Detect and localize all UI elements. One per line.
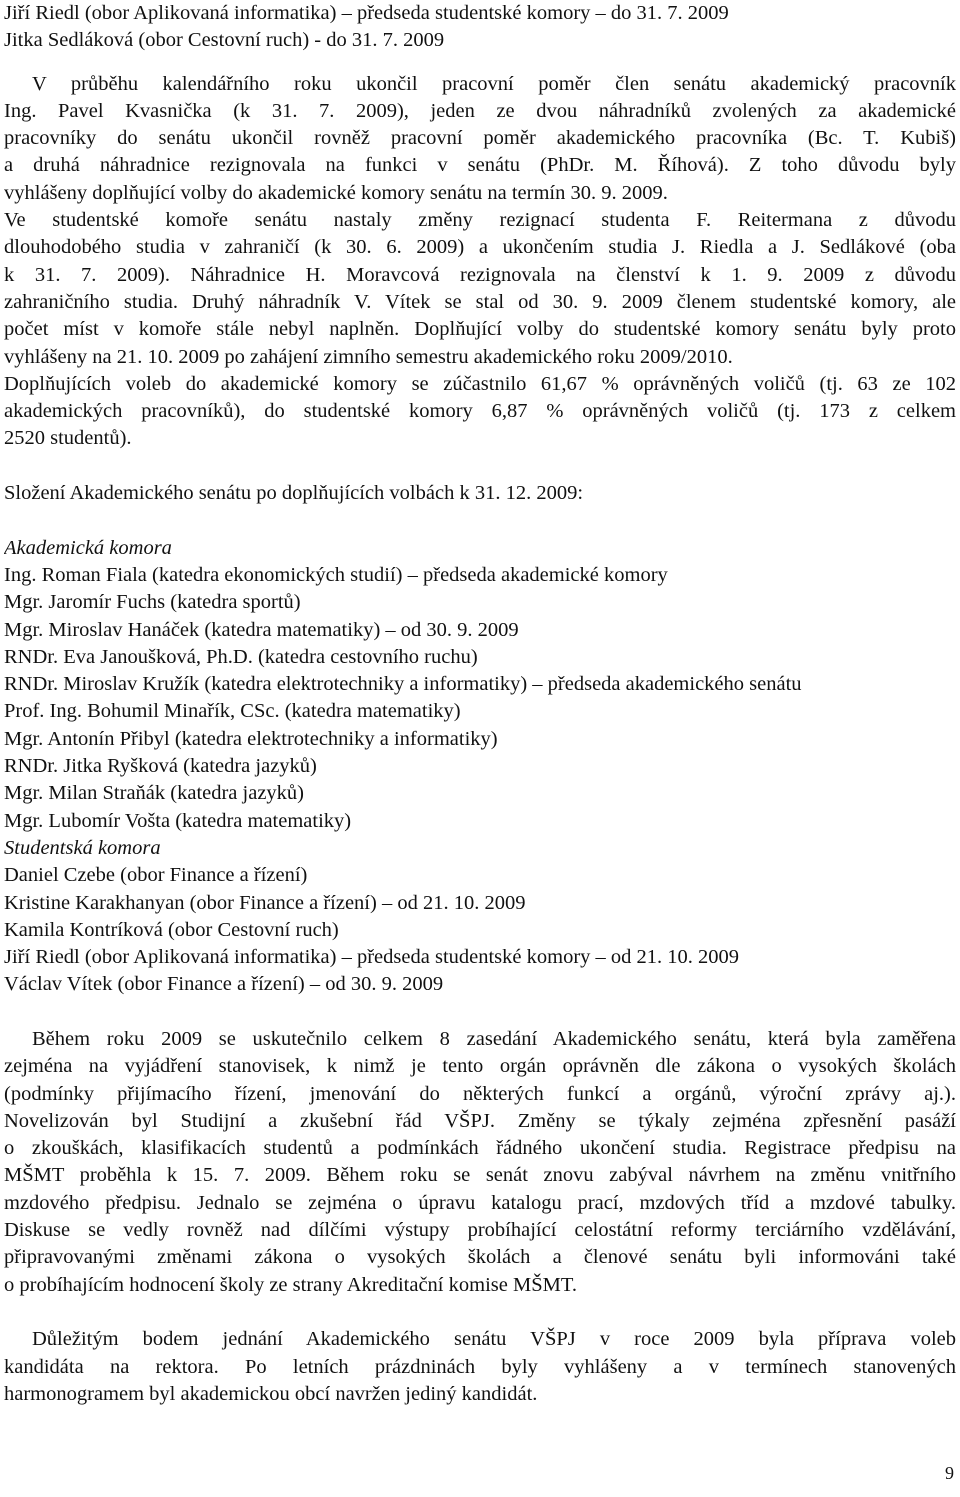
text-line: připravovanými změnami zákona o vysokých školách a členové senátu byli informováni také <box>4 1246 956 1269</box>
text-line: Ing. Pavel Kvasnička (k 31. 7. 2009), jeden ze dvou náhradníků zvolených za akademické <box>4 99 956 122</box>
spacer <box>4 453 956 480</box>
academic-chamber-heading: Akademická komora <box>4 536 172 559</box>
text-line: Doplňujících voleb do akademické komory se zúčastnilo 61,67 % oprávněných voličů (tj. 63 ze 102 <box>4 372 956 395</box>
top-lines <box>4 0 956 55</box>
text-line: o probíhajícím hodnocení školy ze strany Akreditační komise MŠMT. <box>4 1273 577 1296</box>
list-item: RNDr. Eva Janoušková, Ph.D. (katedra cestovního ruchu) <box>4 645 478 668</box>
page-number: 9 <box>945 1463 954 1483</box>
list-item: RNDr. Miroslav Kružík (katedra elektrotechniky a informatiky) – předseda akademického senátu <box>4 673 802 696</box>
list-item: Václav Vítek (obor Finance a řízení) – od 30. 9. 2009 <box>4 973 444 996</box>
spacer <box>4 1299 956 1326</box>
paragraph-sessions <box>4 1026 956 1299</box>
text-line: Ve studentské komoře senátu nastaly změny rezignací studenta F. Reitermana z důvodu <box>4 209 956 232</box>
list-item: Kristine Karakhanyan (obor Finance a řízení) – od 21. 10. 2009 <box>4 891 526 914</box>
list-item: Daniel Czebe (obor Finance a řízení) <box>4 864 308 887</box>
text-line: k 31. 7. 2009). Náhradnice H. Moravcová rezignovala na členství k 1. 9. 2009 z důvodu <box>4 263 956 286</box>
list-item: Mgr. Lubomír Vošta (katedra matematiky) <box>4 809 352 832</box>
paragraph-election-turnout <box>4 371 956 453</box>
list-item: Mgr. Miroslav Hanáček (katedra matematiky) – od 30. 9. 2009 <box>4 618 519 641</box>
text-line: (podmínky přijímacího řízení, jmenování do některých funkcí a orgánů, výroční zprávy aj.). <box>4 1082 956 1105</box>
text-line: a druhá náhradnice rezignovala na funkci v senátu (PhDr. M. Říhová). Z toho důvodu byly <box>4 154 956 177</box>
text-line: o zkouškách, klasifikacích studentů a podmínkách řádného ukončení studia. Registrace předpisu na <box>4 1137 956 1160</box>
list-item: Prof. Ing. Bohumil Minařík, CSc. (katedra matematiky) <box>4 700 461 723</box>
text-line: zahraničního studia. Druhý náhradník V. Vítek se stal od 30. 9. 2009 členem studentské komory, ale <box>4 290 956 313</box>
text-line: MŠMT proběhla k 15. 7. 2009. Během roku se senát znovu zabýval návrhem na změnu vnitřního <box>4 1164 956 1187</box>
text-line: Diskuse se vedly rovněž nad dílčími výstupy probíhající celostátní reformy terciárního vzdělávání, <box>4 1219 956 1242</box>
text-line: Během roku 2009 se uskutečnilo celkem 8 zasedání Akademického senátu, která byla zaměřena <box>32 1027 956 1050</box>
text-line: pracovníky do senátu ukončil rovněž pracovní poměr akademického pracovníka (Bc. T. Kubiš) <box>4 127 956 150</box>
composition-heading: Složení Akademického senátu po doplňujících volbách k 31. 12. 2009: <box>4 482 584 505</box>
text-line: vyhlášeny na 21. 10. 2009 po zahájení zimního semestru akademického roku 2009/2010. <box>4 345 733 368</box>
text-line: Důležitým bodem jednání Akademického senátu VŠPJ v roce 2009 byla příprava voleb <box>32 1328 956 1351</box>
text-line: kandidáta na rektora. Po letních prázdninách byly vyhlášeny a v termínech stanovených <box>4 1355 956 1378</box>
list-item: Jiří Riedl (obor Aplikovaná informatika) – předseda studentské komory – od 21. 10. 2009 <box>4 946 740 969</box>
list-item: Mgr. Jaromír Fuchs (katedra sportů) <box>4 591 301 614</box>
list-item: RNDr. Jitka Ryšková (katedra jazyků) <box>4 755 317 778</box>
student-members-list <box>4 862 956 998</box>
text-line: Jitka Sedláková (obor Cestovní ruch) - do 31. 7. 2009 <box>4 29 445 52</box>
text-line: V průběhu kalendářního roku ukončil pracovní poměr člen senátu akademický pracovník <box>32 72 956 95</box>
paragraph-rector-election <box>4 1326 956 1408</box>
academic-members-list <box>4 562 956 835</box>
spacer <box>4 507 956 534</box>
text-line: dlouhodobého studia v zahraničí (k 30. 6. 2009) a ukončením studia J. Riedla a J. Sedlákové (oba <box>4 236 956 259</box>
document-page <box>4 0 956 1408</box>
text-line: mzdového předpisu. Jednalo se zejména o úpravu katalogu prací, mzdových tříd a mzdové tabulky. <box>4 1191 956 1214</box>
text-line: počet míst v komoře stále nebyl naplněn. Doplňující volby do studentské komory senátu byly proto <box>4 318 956 341</box>
paragraph-staff-changes <box>4 71 956 207</box>
spacer <box>4 55 956 71</box>
text-line: vyhlášeny doplňující volby do akademické komory senátu na termín 30. 9. 2009. <box>4 181 668 204</box>
list-item: Mgr. Milan Straňák (katedra jazyků) <box>4 782 305 805</box>
text-line: akademických pracovníků), do studentské komory 6,87 % oprávněných voličů (tj. 173 z celkem <box>4 400 956 423</box>
text-line: Novelizován byl Studijní a zkušební řád VŠPJ. Změny se týkaly zejména zpřesnění pasáží <box>4 1109 956 1132</box>
text-line: Jiří Riedl (obor Aplikovaná informatika) – předseda studentské komory – do 31. 7. 2009 <box>4 2 729 24</box>
student-chamber-heading: Studentská komora <box>4 836 161 859</box>
spacer <box>4 999 956 1026</box>
list-item: Ing. Roman Fiala (katedra ekonomických studií) – předseda akademické komory <box>4 563 668 586</box>
text-line: harmonogramem byl akademickou obcí navržen jediný kandidát. <box>4 1382 538 1405</box>
text-line: 2520 studentů). <box>4 427 132 450</box>
list-item: Mgr. Antonín Přibyl (katedra elektrotechniky a informatiky) <box>4 727 498 750</box>
list-item: Kamila Kontríková (obor Cestovní ruch) <box>4 918 339 941</box>
paragraph-student-changes <box>4 207 956 371</box>
text-line: zejména na vyjádření stanovisek, k nimž je tento orgán oprávněn dle zákona o vysokých školách <box>4 1055 956 1078</box>
